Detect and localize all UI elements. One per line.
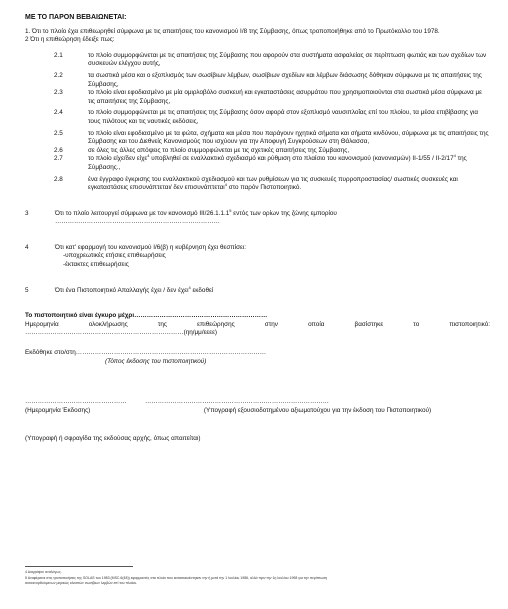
zone-dots: …………………………………………………………………… (55, 218, 220, 226)
subitem-text: ένα έγγραφο έγκρισης του εναλλακτικού σχεδιασμού και των ρυθμίσεων για τις συσκευές πυρροπροστασίας/ σωστικές συσκευές και εγκαταστάσεις επισυνάπτεται/ δεν επισυνάπτεται$^4$ στο παρόν Πιστοποιητικό. (88, 175, 458, 192)
subitem-2-7 (25, 155, 490, 172)
subitem-2-4 (25, 109, 490, 126)
valid-until: Το πιστοποιητικό είναι έγκυρο μέχρι……………………………………………………… (25, 312, 268, 320)
completion-date-dots: …………………………………………………………………(ηη/μμ/εεεε) (25, 329, 218, 337)
item-2: 2 Ότι η επιθεώρηση έδειξε πως: (25, 36, 115, 44)
subitem-text: το πλοίο συμμορφώνεται με τις απαιτήσεις της Σύμβασης που αφορούν στα συστήματα ασφαλείας σε περίπτωση φωτιάς και των σχεδίων των συσκευών ελέγχου αυτής, (88, 51, 487, 68)
subitem-text: το πλοίο είναι εφοδιασμένο με μία ομιρλοβόλο συσκευή και εγκαταστάσεις ασυρμάτου που χρησιμοποιούνται στα σωστικά μέσα σύμφωνα με τις απαιτήσεις της Σύμβασης, (88, 89, 482, 105)
subitem-2-3 (25, 89, 490, 106)
item-4: 4 Ότι κατ' εφαρμογή του κανονισμού I/6(β) η κυβέρνηση έχει θεσπίσει: -υποχρεωτικές ετήσιες επιθεωρήσεις -έκτακτες επιθεωρήσεις (25, 243, 246, 269)
subitem-text: το πλοίο είχε/δεν είχε$^4$ υποβληθεί σε εναλλακτικό σχεδιασμό και ρύθμιση στο πλαίσιο του κανονισμού (κανονισμών) $II-1/55 / II-2/17^4$ της Σύμβασης., (88, 153, 467, 171)
item-1: 1. Ότι το πλοίο έχει επιθεωρηθεί σύμφωνα με τις απαιτήσεις του κανονισμού I/8 της Σύμβασης, όπως τροποποιήθηκε από το Πρωτόκολλο του 1978. (25, 27, 440, 35)
subitem-text: τα σωστικά μέσα και ο εξοπλισμός των σωσίβιων λέμβων, σωσίβιων σχεδίων και λέμβων διάσωσης δόθηκαν σύμφωνα με τις απαιτήσεις της Σύμβασης, (88, 71, 482, 88)
subitem-2-5 (25, 130, 490, 147)
certificate-document (25, 14, 490, 444)
date-dots: ………………………………………… (25, 398, 127, 406)
issue-date-label: (Ημερομηνία Έκδοσης) (25, 406, 91, 414)
subitem-number: 2.1 (54, 51, 63, 59)
footnote-4: 4 Διαγράψτε αναλόγως. (25, 570, 62, 574)
subitem-2-8 (25, 176, 490, 193)
subitem-text: το πλοίο είναι εφοδιασμένο με τα φώτα, σχήματα και μέσα που παράγουν ηχητικά σήματα και σήματα κινδύνου, σύμφωνα με τις απαιτήσεις της Σύμβασης και του Διεθνείς Κανονισμούς που ισχύουν για την Αποφυγή Συγκρούσεων στη Θάλασσα, (88, 129, 489, 146)
completion-date-label: Ημερομηνία ολοκλήρωσης της επιθεώρησης στην οποία βασίστηκε το πιστοποιητικό: (25, 320, 490, 328)
signature-row (25, 398, 490, 415)
subitem-number: 2.2 (54, 71, 63, 79)
footnote-rule (25, 566, 133, 567)
issued-at: Εκδόθηκε στο/στη……………………………………………………………………………… (25, 349, 267, 357)
subitem-number: 2.7 (54, 155, 63, 163)
certificate-heading: ΜΕ ΤΟ ΠΑΡΟΝ ΒΕΒΑΙΩΝΕΤΑΙ: (25, 14, 127, 21)
footnote-5-cont: αυτοανορθούμενων μερικώς κλειστών σωσίβιων λεμβών επί του πλοίου. (25, 581, 138, 585)
item-3: 3 Ότι το πλοίο λειτουργεί σύμφωνα με τον κανονισμό III/26.1.1.1$^5$ εντός των ορίων της ζώνης εμπορίου …………………………………………………………………… (25, 210, 490, 227)
subitem-number: 2.8 (54, 175, 63, 183)
issue-place-label: (Τόπος έκδοσης του πιστοποιητικού) (105, 357, 207, 365)
subitem-number: 2.3 (54, 89, 63, 97)
subitem-text: σε όλες τις άλλες απόψεις το πλοίο συμμορφώνεται με τις σχετικές απαιτήσεις της Σύμβασης, (88, 146, 350, 154)
subitem-number: 2.6 (54, 146, 63, 154)
stamp-label: (Υπογραφή ή σφραγίδα της εκδούσας αρχής, όπως απαιτείται) (25, 435, 201, 443)
item-5: 5 Ότι ένα Πιστοποιητικό Απαλλαγής έχει / δεν έχει$^4$ εκδοθεί (25, 284, 214, 294)
subitem-2-2 (25, 72, 490, 89)
subitem-number: 2.4 (54, 109, 63, 117)
subitem-text: το πλοίο συμμορφώνεται με τις απαιτήσεις της Σύμβασης όσον αφορά στον εξοπλισμό ναυσιπλοΐας επί του πλοίου, τα μέσα επιβίβασης για τους πιλότους και τις ναυτικές εκδόσεις, (88, 109, 478, 125)
signature-label: (Υπογραφή εξουσιοδοτημένου αξιωματούχου για την έκδοση του Πιστοποιητικού) (203, 406, 432, 414)
subitem-2-1 (25, 52, 490, 69)
signature-dots: …………………………………………………………………………… (145, 398, 329, 406)
footnotes (25, 570, 495, 587)
subitem-number: 2.5 (54, 129, 63, 137)
footnote-5: 5 Αναφέρεται στις τροποποιήσεις της SOLAS του 1983 (MSC.6(48)) εφαρμοστές στα πλοία που κατασκευάστηκαν την ή μετά την 1 Ιουλίου 1986, αλλά πριν την 1η Ιουλίου 1998 για την περίπτωση (25, 575, 328, 580)
